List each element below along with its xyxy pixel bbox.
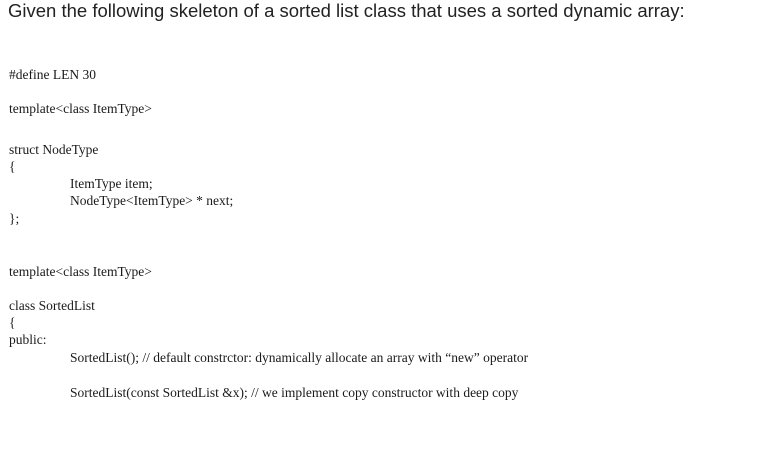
struct-member-item: ItemType item; [70,176,153,191]
copy-constructor-line: SortedList(const SortedList &x); // we implement copy constructor with deep copy [70,385,519,400]
class-open-brace: { [9,315,16,330]
class-declaration: class SortedList [9,298,95,313]
template-declaration-struct: template<class ItemType> [9,101,152,116]
struct-member-next: NodeType<ItemType> * next; [70,193,234,208]
default-constructor-line: SortedList(); // default constrctor: dynamically allocate an array with “new” operator [70,350,529,365]
struct-close-brace: }; [9,211,20,226]
question-heading: Given the following skeleton of a sorted list class that uses a sorted dynamic array: [8,0,685,21]
struct-open-brace: { [9,159,16,174]
template-declaration-class: template<class ItemType> [9,264,152,279]
public-access-label: public: [9,332,47,347]
define-directive: #define LEN 30 [9,67,96,82]
struct-declaration: struct NodeType [9,142,99,157]
